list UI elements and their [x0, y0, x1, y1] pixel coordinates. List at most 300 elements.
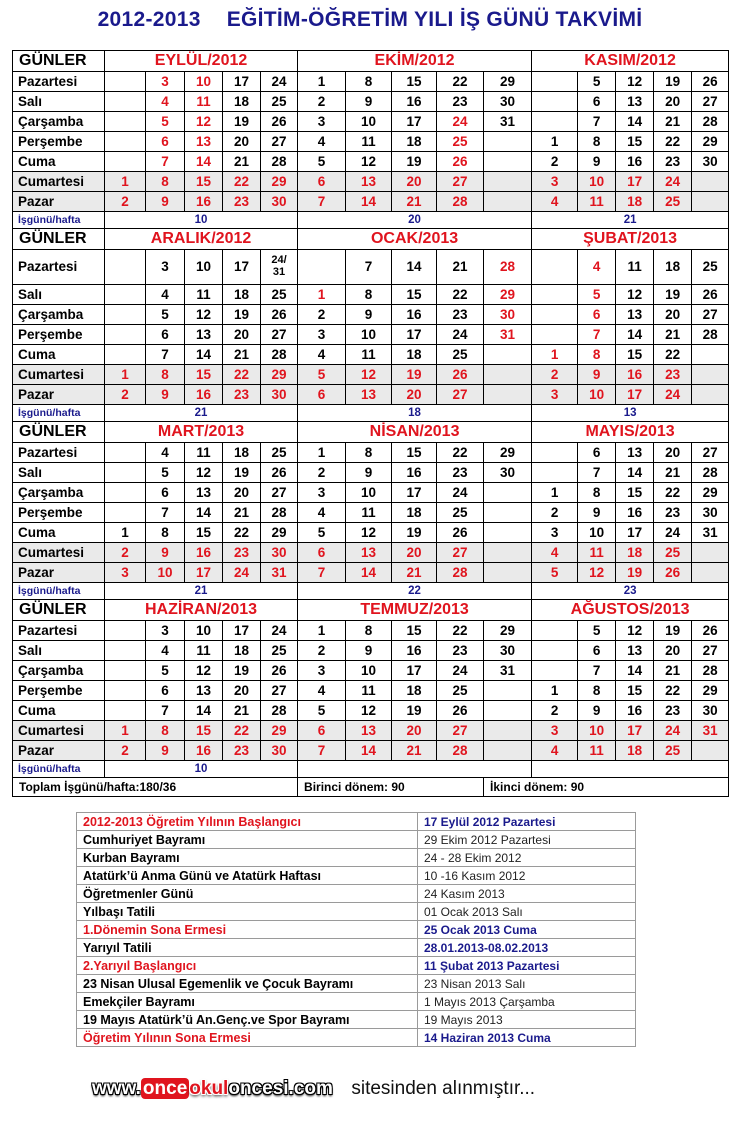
calendar-day-cell	[484, 483, 532, 503]
calendar-day-cell: 2	[105, 543, 146, 563]
calendar-day-cell: 10	[578, 172, 616, 192]
calendar-day-cell: 19	[392, 523, 437, 543]
calendar-day-cell: 1	[532, 681, 578, 701]
calendar-day-cell: 15	[185, 523, 223, 543]
calendar-day-cell: 17	[392, 112, 437, 132]
calendar-day-cell	[532, 443, 578, 463]
month-title: HAZİRAN/2013	[105, 600, 298, 621]
day-row	[13, 661, 729, 681]
calendar-day-cell: 5	[578, 285, 616, 305]
day-row	[13, 192, 729, 212]
calendar-day-cell	[484, 503, 532, 523]
brand-okul: okul	[189, 1078, 229, 1099]
calendar-day-cell: 2	[298, 641, 346, 661]
calendar-day-cell: 15	[616, 345, 654, 365]
calendar-day-cell: 16	[392, 463, 437, 483]
day-label: Perşembe	[13, 681, 105, 701]
calendar-day-cell: 12	[185, 661, 223, 681]
month-title: ARALIK/2012	[105, 229, 298, 250]
calendar-day-cell: 15	[616, 681, 654, 701]
calendar-day-cell: 22	[654, 483, 692, 503]
calendar-day-cell: 27	[261, 483, 298, 503]
calendar-day-cell: 25	[654, 543, 692, 563]
calendar-day-cell	[105, 503, 146, 523]
event-name: 19 Mayıs Atatürk’ü An.Genç.ve Spor Bayramı	[77, 1011, 418, 1029]
calendar-day-cell: 12	[185, 112, 223, 132]
calendar-day-cell	[105, 132, 146, 152]
calendar-day-cell: 4	[298, 345, 346, 365]
day-row	[13, 563, 729, 583]
calendar-day-cell	[261, 250, 298, 285]
summary-first-term: Birinci dönem: 90	[298, 778, 484, 797]
calendar-day-cell: 27	[437, 543, 484, 563]
calendar-day-cell: 6	[298, 721, 346, 741]
event-date: 28.01.2013-08.02.2013	[418, 939, 636, 957]
day-row	[13, 741, 729, 761]
calendar-day-cell	[692, 385, 729, 405]
calendar-day-cell: 16	[616, 503, 654, 523]
calendar-day-cell: 23	[223, 385, 261, 405]
calendar-day-cell: 19	[392, 152, 437, 172]
calendar-day-cell: 29	[261, 523, 298, 543]
calendar-day-cell: 5	[146, 661, 185, 681]
calendar-day-cell: 10	[346, 483, 392, 503]
calendar-day-cell	[532, 92, 578, 112]
calendar-day-cell	[692, 543, 729, 563]
calendar-day-cell: 2	[298, 305, 346, 325]
calendar-day-cell: 23	[437, 463, 484, 483]
calendar-day-cell: 18	[654, 250, 692, 285]
calendar-day-cell: 2	[532, 701, 578, 721]
site-brand-link[interactable]	[92, 1078, 333, 1100]
day-label: Salı	[13, 641, 105, 661]
workday-count: 21	[532, 212, 729, 229]
event-name: 23 Nisan Ulusal Egemenlik ve Çocuk Bayramı	[77, 975, 418, 993]
calendar-day-cell: 4	[146, 285, 185, 305]
calendar-day-cell: 2	[105, 741, 146, 761]
calendar-day-cell: 1	[105, 365, 146, 385]
day-row	[13, 365, 729, 385]
calendar-day-cell	[105, 701, 146, 721]
calendar-day-cell: 26	[692, 72, 729, 92]
calendar-day-cell: 1	[532, 132, 578, 152]
event-row	[77, 813, 636, 831]
calendar-day-cell	[105, 92, 146, 112]
calendar-day-cell: 7	[578, 325, 616, 345]
calendar-day-cell: 11	[346, 345, 392, 365]
day-label: Salı	[13, 92, 105, 112]
calendar-day-cell: 11	[185, 92, 223, 112]
calendar-day-cell: 1	[105, 721, 146, 741]
calendar-day-cell: 28	[261, 152, 298, 172]
calendar-day-cell: 30	[484, 463, 532, 483]
calendar-day-cell: 7	[146, 503, 185, 523]
calendar-day-cell: 17	[392, 325, 437, 345]
calendar-day-cell: 29	[261, 721, 298, 741]
calendar-day-cell	[532, 250, 578, 285]
calendar-day-cell: 28	[261, 345, 298, 365]
workday-label: İşgünü/hafta	[13, 583, 105, 600]
calendar-day-cell	[692, 365, 729, 385]
calendar-day-cell: 31	[484, 661, 532, 681]
calendar-day-cell: 28	[692, 463, 729, 483]
calendar-day-cell: 26	[261, 463, 298, 483]
calendar-day-cell: 20	[654, 641, 692, 661]
calendar-day-cell: 9	[146, 385, 185, 405]
calendar-day-cell: 18	[392, 503, 437, 523]
calendar-day-cell: 2	[532, 503, 578, 523]
day-row	[13, 172, 729, 192]
workday-label: İşgünü/hafta	[13, 405, 105, 422]
calendar-day-cell	[105, 305, 146, 325]
calendar-day-cell: 12	[616, 285, 654, 305]
calendar-day-cell: 21	[654, 112, 692, 132]
brand-suffix: oncesi.com	[228, 1078, 333, 1099]
calendar-day-cell: 26	[261, 305, 298, 325]
calendar-day-cell: 11	[578, 192, 616, 212]
workday-count	[298, 761, 532, 778]
calendar-day-cell	[484, 132, 532, 152]
calendar-day-cell	[105, 112, 146, 132]
calendar-day-cell	[532, 112, 578, 132]
calendar-day-cell: 16	[185, 192, 223, 212]
day-row	[13, 345, 729, 365]
calendar-day-cell: 5	[298, 365, 346, 385]
calendar-day-cell: 25	[654, 741, 692, 761]
calendar-day-cell	[532, 463, 578, 483]
calendar-day-cell: 13	[346, 385, 392, 405]
calendar-day-cell: 14	[185, 503, 223, 523]
calendar-day-cell: 26	[654, 563, 692, 583]
calendar-day-cell: 22	[437, 72, 484, 92]
calendar-day-cell: 24	[437, 325, 484, 345]
calendar-day-cell	[532, 72, 578, 92]
calendar-day-cell: 17	[185, 563, 223, 583]
calendar-day-cell: 17	[616, 385, 654, 405]
event-name: 2012-2013 Öğretim Yılının Başlangıcı	[77, 813, 418, 831]
event-date: 19 Mayıs 2013	[418, 1011, 636, 1029]
calendar-day-cell: 20	[392, 385, 437, 405]
event-date: 25 Ocak 2013 Cuma	[418, 921, 636, 939]
calendar-day-cell: 25	[437, 503, 484, 523]
calendar-day-cell: 15	[616, 132, 654, 152]
calendar-day-cell: 15	[185, 721, 223, 741]
calendar-day-cell: 30	[692, 503, 729, 523]
calendar-day-cell: 12	[616, 72, 654, 92]
calendar-day-cell: 10	[578, 385, 616, 405]
event-name: Yarıyıl Tatili	[77, 939, 418, 957]
calendar-day-cell: 12	[346, 365, 392, 385]
calendar-day-cell: 29	[692, 681, 729, 701]
calendar-day-cell	[484, 681, 532, 701]
calendar-day-cell: 2	[105, 192, 146, 212]
event-date: 01 Ocak 2013 Salı	[418, 903, 636, 921]
day-label: Çarşamba	[13, 112, 105, 132]
calendar-day-cell: 21	[654, 325, 692, 345]
workday-count	[532, 761, 729, 778]
calendar-day-cell: 3	[298, 483, 346, 503]
workday-label: İşgünü/hafta	[13, 761, 105, 778]
calendar-day-cell: 18	[392, 132, 437, 152]
calendar-day-cell: 14	[185, 152, 223, 172]
calendar-day-cell: 7	[146, 345, 185, 365]
calendar-day-cell	[692, 172, 729, 192]
event-name: Kurban Bayramı	[77, 849, 418, 867]
day-row	[13, 325, 729, 345]
day-label: Cumartesi	[13, 365, 105, 385]
calendar-day-cell: 19	[392, 365, 437, 385]
calendar-day-cell: 30	[692, 701, 729, 721]
event-name: Yılbaşı Tatili	[77, 903, 418, 921]
calendar-day-cell: 24	[654, 172, 692, 192]
calendar-day-cell: 20	[223, 132, 261, 152]
calendar-day-cell: 10	[185, 72, 223, 92]
calendar-day-cell: 25	[692, 250, 729, 285]
calendar-day-cell: 30	[261, 543, 298, 563]
footer-tail-text: sitesinden alınmıştır...	[351, 1078, 536, 1099]
calendar-day-cell: 6	[298, 543, 346, 563]
workday-row	[13, 583, 729, 600]
calendar-day-cell: 12	[616, 621, 654, 641]
calendar-day-cell: 25	[261, 92, 298, 112]
day-label: Perşembe	[13, 132, 105, 152]
calendar-day-cell: 28	[692, 112, 729, 132]
calendar-day-cell: 29	[484, 621, 532, 641]
day-row	[13, 503, 729, 523]
calendar-day-cell	[105, 152, 146, 172]
event-date: 24 - 28 Ekim 2012	[418, 849, 636, 867]
calendar-day-cell: 9	[346, 92, 392, 112]
page-title	[0, 8, 740, 32]
calendar-day-cell: 25	[437, 345, 484, 365]
calendar-day-cell: 17	[223, 72, 261, 92]
day-row	[13, 483, 729, 503]
calendar-day-cell: 3	[105, 563, 146, 583]
event-date: 23 Nisan 2013 Salı	[418, 975, 636, 993]
calendar-day-cell: 20	[223, 483, 261, 503]
gunler-header: GÜNLER	[13, 229, 105, 250]
calendar-day-cell: 31	[692, 721, 729, 741]
calendar-day-cell: 8	[146, 172, 185, 192]
calendar-day-cell	[692, 741, 729, 761]
calendar-day-cell: 21	[223, 701, 261, 721]
calendar-day-cell: 15	[185, 365, 223, 385]
calendar-day-cell: 3	[146, 621, 185, 641]
day-label: Çarşamba	[13, 483, 105, 503]
calendar-day-cell: 22	[223, 523, 261, 543]
calendar-day-cell	[105, 325, 146, 345]
calendar-day-cell: 6	[298, 172, 346, 192]
day-label: Cuma	[13, 701, 105, 721]
calendar-day-cell: 28	[261, 701, 298, 721]
calendar-day-cell: 10	[346, 661, 392, 681]
day-label: Cuma	[13, 523, 105, 543]
calendar-day-cell: 22	[223, 721, 261, 741]
summary-second-term: İkinci dönem: 90	[484, 778, 729, 797]
calendar-day-cell: 17	[392, 661, 437, 681]
calendar-day-cell: 14	[392, 250, 437, 285]
calendar-day-cell: 31	[261, 563, 298, 583]
calendar-day-cell: 20	[392, 543, 437, 563]
calendar-day-cell: 12	[185, 463, 223, 483]
calendar-day-cell	[105, 463, 146, 483]
calendar-day-cell	[105, 621, 146, 641]
brand-once: once	[142, 1078, 188, 1099]
calendar-day-cell: 13	[616, 443, 654, 463]
calendar-day-cell: 3	[532, 523, 578, 543]
calendar-day-cell: 11	[185, 285, 223, 305]
calendar-day-cell: 24	[437, 483, 484, 503]
month-title: KASIM/2012	[532, 51, 729, 72]
event-row	[77, 849, 636, 867]
calendar-day-cell: 24	[261, 621, 298, 641]
calendar-day-cell: 4	[298, 503, 346, 523]
event-row	[77, 831, 636, 849]
calendar-day-cell: 13	[616, 305, 654, 325]
day-label: Cuma	[13, 345, 105, 365]
day-row	[13, 641, 729, 661]
calendar-day-cell: 14	[616, 463, 654, 483]
workday-count: 13	[532, 405, 729, 422]
calendar-day-cell: 3	[532, 385, 578, 405]
calendar-day-cell: 20	[654, 443, 692, 463]
calendar-day-cell: 12	[346, 701, 392, 721]
calendar-day-cell: 5	[146, 305, 185, 325]
day-row	[13, 721, 729, 741]
calendar-day-cell: 10	[185, 621, 223, 641]
workday-count: 10	[105, 761, 298, 778]
calendar-day-cell: 23	[223, 543, 261, 563]
calendar-day-cell	[532, 285, 578, 305]
day-label: Perşembe	[13, 503, 105, 523]
calendar-day-cell: 24	[654, 721, 692, 741]
event-date: 24 Kasım 2013	[418, 885, 636, 903]
calendar-day-cell: 1	[105, 172, 146, 192]
calendar-day-cell: 4	[532, 543, 578, 563]
calendar-day-cell: 10	[578, 721, 616, 741]
calendar-day-cell: 19	[654, 621, 692, 641]
day-label: Salı	[13, 463, 105, 483]
calendar-day-cell: 28	[692, 325, 729, 345]
calendar-day-cell: 21	[392, 563, 437, 583]
calendar-day-cell: 1	[298, 621, 346, 641]
calendar-day-cell: 26	[692, 621, 729, 641]
calendar-day-cell: 22	[223, 172, 261, 192]
calendar-day-cell: 27	[261, 132, 298, 152]
calendar-day-cell: 29	[484, 443, 532, 463]
calendar-day-cell: 13	[185, 483, 223, 503]
calendar-day-cell	[484, 345, 532, 365]
calendar-day-cell: 7	[346, 250, 392, 285]
calendar-day-cell: 14	[616, 325, 654, 345]
event-date: 29 Ekim 2012 Pazartesi	[418, 831, 636, 849]
calendar-day-cell: 14	[346, 192, 392, 212]
calendar-day-cell: 26	[437, 523, 484, 543]
calendar-day-cell: 26	[437, 365, 484, 385]
calendar-day-cell: 24	[261, 72, 298, 92]
gunler-header: GÜNLER	[13, 600, 105, 621]
calendar-day-cell	[484, 152, 532, 172]
day-row	[13, 152, 729, 172]
day-row	[13, 250, 729, 285]
calendar-day-cell: 9	[346, 305, 392, 325]
calendar-day-cell: 23	[223, 192, 261, 212]
calendar-day-cell: 12	[346, 152, 392, 172]
day-label: Cumartesi	[13, 543, 105, 563]
day-label: Pazar	[13, 192, 105, 212]
calendar-day-cell: 7	[298, 192, 346, 212]
calendar-day-cell: 19	[223, 661, 261, 681]
calendar-day-cell	[532, 325, 578, 345]
calendar-day-cell: 5	[146, 463, 185, 483]
calendar-day-cell: 3	[532, 721, 578, 741]
workday-row	[13, 761, 729, 778]
event-row	[77, 885, 636, 903]
calendar-day-cell: 23	[654, 365, 692, 385]
calendar-day-cell: 10	[146, 563, 185, 583]
calendar-day-cell: 9	[146, 741, 185, 761]
calendar-day-cell: 8	[578, 345, 616, 365]
calendar-day-cell	[484, 543, 532, 563]
calendar-day-cell: 5	[578, 72, 616, 92]
calendar-day-cell: 3	[146, 72, 185, 92]
calendar-day-cell: 18	[616, 741, 654, 761]
calendar-day-cell: 17	[223, 250, 261, 285]
calendar-day-cell: 29	[692, 483, 729, 503]
day-label: Pazartesi	[13, 250, 105, 285]
calendar-day-cell: 16	[185, 741, 223, 761]
day-row	[13, 92, 729, 112]
calendar-day-cell: 23	[654, 503, 692, 523]
day-label: Cuma	[13, 152, 105, 172]
workday-count: 18	[298, 405, 532, 422]
calendar-day-cell: 1	[298, 285, 346, 305]
calendar-day-cell: 2	[532, 152, 578, 172]
calendar-day-cell: 17	[392, 483, 437, 503]
calendar-day-cell: 1	[105, 523, 146, 543]
event-row	[77, 975, 636, 993]
day-row	[13, 523, 729, 543]
day-row	[13, 543, 729, 563]
calendar-day-cell: 16	[392, 305, 437, 325]
calendar-day-cell: 7	[146, 152, 185, 172]
calendar-day-cell: 1	[298, 72, 346, 92]
calendar-day-cell: 28	[437, 741, 484, 761]
calendar-day-cell: 1	[532, 483, 578, 503]
calendar-day-cell	[532, 641, 578, 661]
calendar-day-cell: 30	[261, 385, 298, 405]
month-title: MART/2013	[105, 422, 298, 443]
calendar-day-cell: 14	[346, 563, 392, 583]
calendar-day-cell: 13	[185, 325, 223, 345]
calendar-day-cell: 22	[437, 285, 484, 305]
day-row	[13, 443, 729, 463]
calendar-day-cell: 20	[654, 305, 692, 325]
calendar-day-cell: 11	[616, 250, 654, 285]
calendar-day-cell: 23	[437, 641, 484, 661]
calendar-day-cell: 7	[146, 701, 185, 721]
title-text: EĞİTİM-ÖĞRETİM YILI İŞ GÜNÜ TAKVİMİ	[226, 8, 643, 31]
calendar-day-cell: 24	[223, 563, 261, 583]
calendar-day-cell: 22	[654, 345, 692, 365]
day-row	[13, 112, 729, 132]
calendar-day-cell: 4	[146, 641, 185, 661]
calendar-day-cell: 19	[392, 701, 437, 721]
event-date: 11 Şubat 2013 Pazartesi	[418, 957, 636, 975]
day-row	[13, 701, 729, 721]
calendar-day-cell: 16	[616, 701, 654, 721]
day-label: Çarşamba	[13, 661, 105, 681]
